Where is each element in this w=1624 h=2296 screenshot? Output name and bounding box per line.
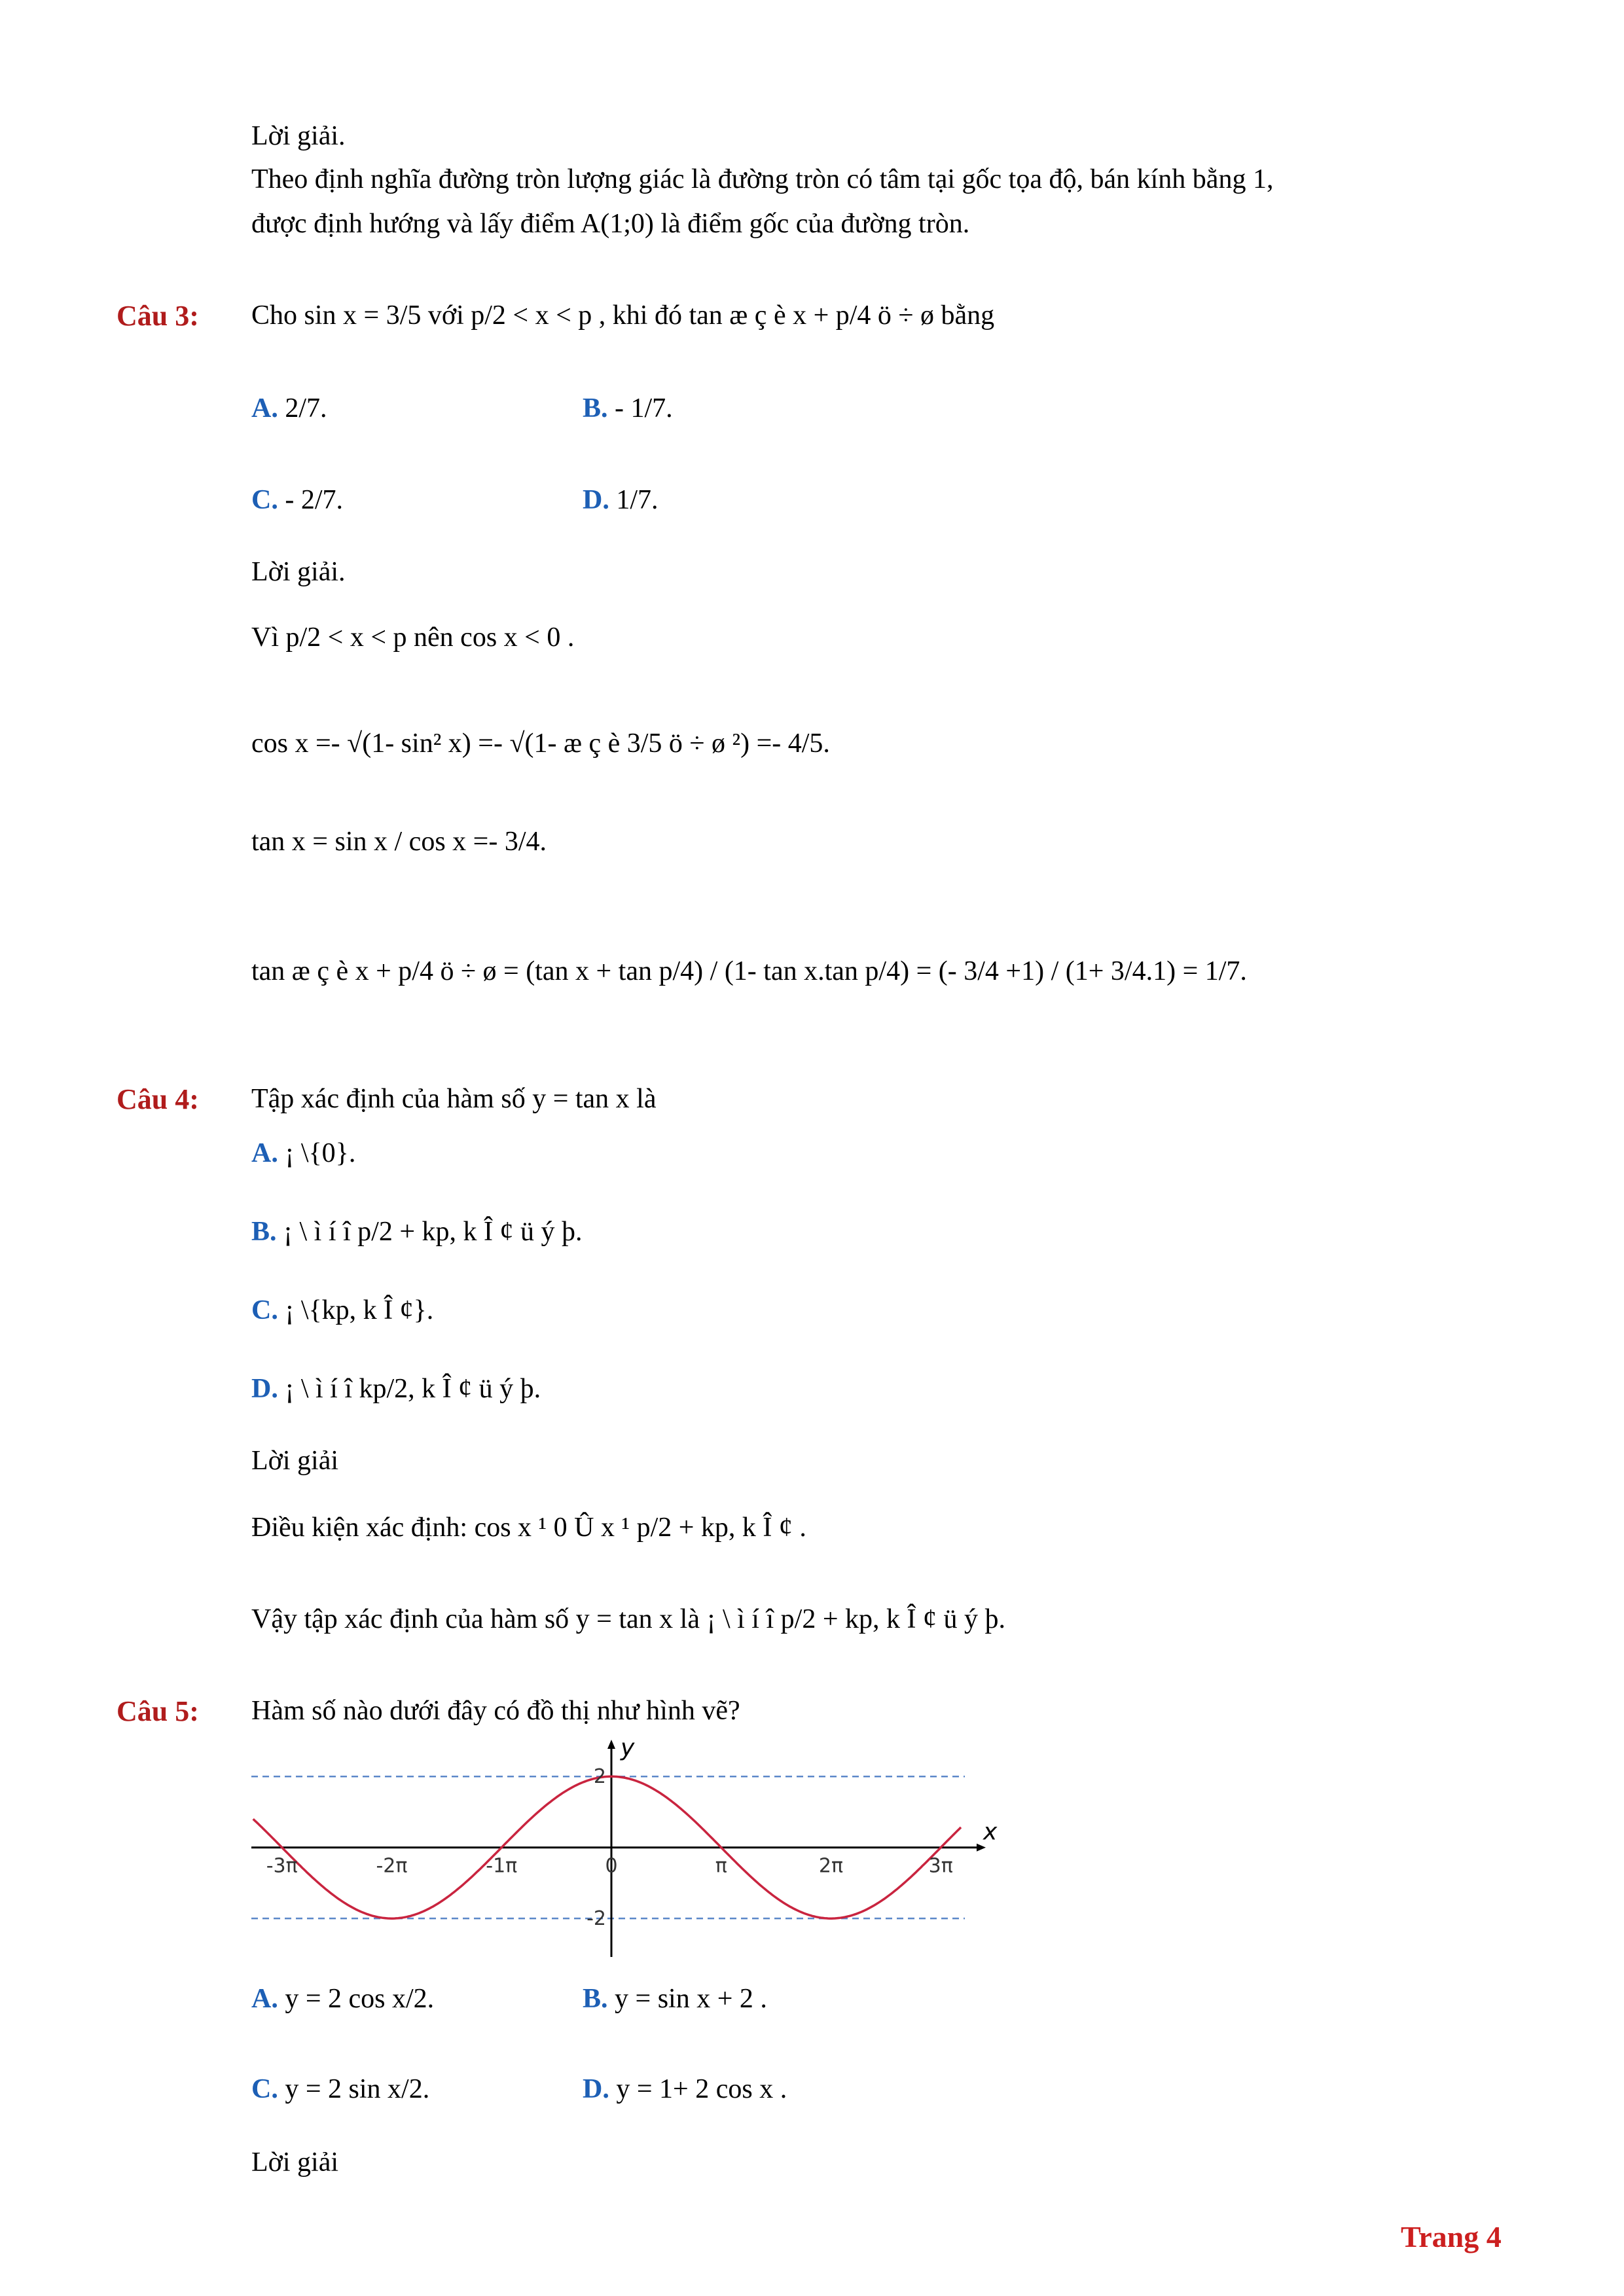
q5-option-a-letter: A. <box>251 1984 278 2014</box>
x-tick-label: -3π <box>266 1854 298 1878</box>
y-tick-label: -2 <box>586 1907 606 1931</box>
q5-option-b-text: y = sin x + 2 . <box>615 1984 767 2014</box>
question-3-label: Câu 3: <box>117 300 199 332</box>
y-axis-label: y <box>621 1734 635 1761</box>
q4-solution-step-2: Vậy tập xác định của hàm số y = tan x là ¡ \ ì í î p/2 + kp, k Î ¢ ü ý þ. <box>251 1604 1005 1634</box>
q4-option-a-letter: A. <box>251 1138 278 1168</box>
q5-option-a-text: y = 2 cos x/2. <box>285 1984 435 2014</box>
function-graph <box>251 1734 998 1964</box>
q5-solution-label: Lời giải <box>251 2147 339 2178</box>
question-4-label: Câu 4: <box>117 1083 199 1115</box>
x-axis-label: x <box>983 1818 998 1846</box>
x-tick-label: 2π <box>818 1854 844 1878</box>
question-5-label: Câu 5: <box>117 1695 199 1727</box>
q5-option-a <box>251 1983 434 2015</box>
x-tick-label: 0 <box>605 1854 618 1878</box>
q4-option-b-text: ¡ \ ì í î p/2 + kp, k Î ¢ ü ý þ. <box>283 1217 583 1247</box>
q4-solution-step-1: Điều kiện xác định: cos x ¹ 0 Û x ¹ p/2 + kp, k Î ¢ . <box>251 1513 806 1543</box>
q3-solution-step-2: cos x =- √(1- sin² x) =- √(1- æ ç è 3/5 ö ÷ ø ²) =- 4/5. <box>251 728 830 759</box>
q3-option-c-letter: C. <box>251 485 278 515</box>
q3-option-a-text: 2/7. <box>285 393 327 423</box>
q4-option-a-text: ¡ \{0}. <box>285 1138 356 1168</box>
x-tick-label: π <box>715 1854 727 1878</box>
q5-option-b-letter: B. <box>583 1984 608 2014</box>
q4-option-d <box>251 1373 541 1405</box>
q3-option-b <box>583 393 673 424</box>
question-4-stem: Tập xác định của hàm số y = tan x là <box>251 1084 657 1114</box>
q5-option-d-text: y = 1+ 2 cos x . <box>616 2074 787 2104</box>
page-number: Trang 4 <box>1401 2220 1502 2253</box>
q5-option-c-letter: C. <box>251 2074 278 2104</box>
question-5-stem: Hàm số nào dưới đây có đồ thị như hình vẽ? <box>251 1696 740 1726</box>
q4-solution-label: Lời giải <box>251 1446 339 1476</box>
y-axis-arrow-icon <box>607 1740 615 1749</box>
q5-option-c-text: y = 2 sin x/2. <box>285 2074 430 2104</box>
intro-solution-label: Lời giải. <box>251 121 346 151</box>
q5-option-d <box>583 2073 787 2105</box>
intro-line-2: được định hướng và lấy điểm A(1;0) là điểm gốc của đường tròn. <box>251 209 970 239</box>
intro-line-1: Theo định nghĩa đường tròn lượng giác là đường tròn có tâm tại gốc tọa độ, bán kính bằng 1, <box>251 164 1274 194</box>
q3-option-a <box>251 393 327 424</box>
q3-option-d-letter: D. <box>583 485 609 515</box>
q4-option-c <box>251 1295 433 1326</box>
q4-option-c-text: ¡ \{kp, k Î ¢}. <box>285 1295 434 1325</box>
axes <box>251 1734 998 1957</box>
q3-option-b-letter: B. <box>583 393 608 423</box>
q5-option-b <box>583 1983 767 2015</box>
q4-option-d-text: ¡ \ ì í î kp/2, k Î ¢ ü ý þ. <box>285 1374 541 1404</box>
x-tick-label: -2π <box>376 1854 408 1878</box>
q4-option-c-letter: C. <box>251 1295 278 1325</box>
y-tick-label: 2 <box>593 1765 606 1789</box>
q5-option-d-letter: D. <box>583 2074 609 2104</box>
q5-option-c <box>251 2073 429 2105</box>
q3-option-d-text: 1/7. <box>616 485 659 515</box>
q3-solution-label: Lời giải. <box>251 557 346 587</box>
q3-option-a-letter: A. <box>251 393 278 423</box>
q4-option-a <box>251 1138 355 1169</box>
q3-solution-step-3: tan x = sin x / cos x =- 3/4. <box>251 827 547 857</box>
q3-option-d <box>583 484 659 516</box>
x-tick-label: -1π <box>486 1854 518 1878</box>
q3-option-c <box>251 484 343 516</box>
x-tick-label: 3π <box>928 1854 953 1878</box>
q4-option-b-letter: B. <box>251 1217 277 1247</box>
q3-solution-step-4: tan æ ç è x + p/4 ö ÷ ø = (tan x + tan p/4) / (1- tan x.tan p/4) = (- 3/4 +1) / (1+ 3/4.1) = 1/7. <box>251 956 1247 986</box>
q4-option-b <box>251 1216 583 1247</box>
q3-solution-step-1: Vì p/2 < x < p nên cos x < 0 . <box>251 622 575 653</box>
question-3-stem: Cho sin x = 3/5 với p/2 < x < p , khi đó tan æ ç è x + p/4 ö ÷ ø bằng <box>251 300 995 331</box>
q4-option-d-letter: D. <box>251 1374 278 1404</box>
q3-option-b-text: - 1/7. <box>615 393 673 423</box>
q3-option-c-text: - 2/7. <box>285 485 343 515</box>
